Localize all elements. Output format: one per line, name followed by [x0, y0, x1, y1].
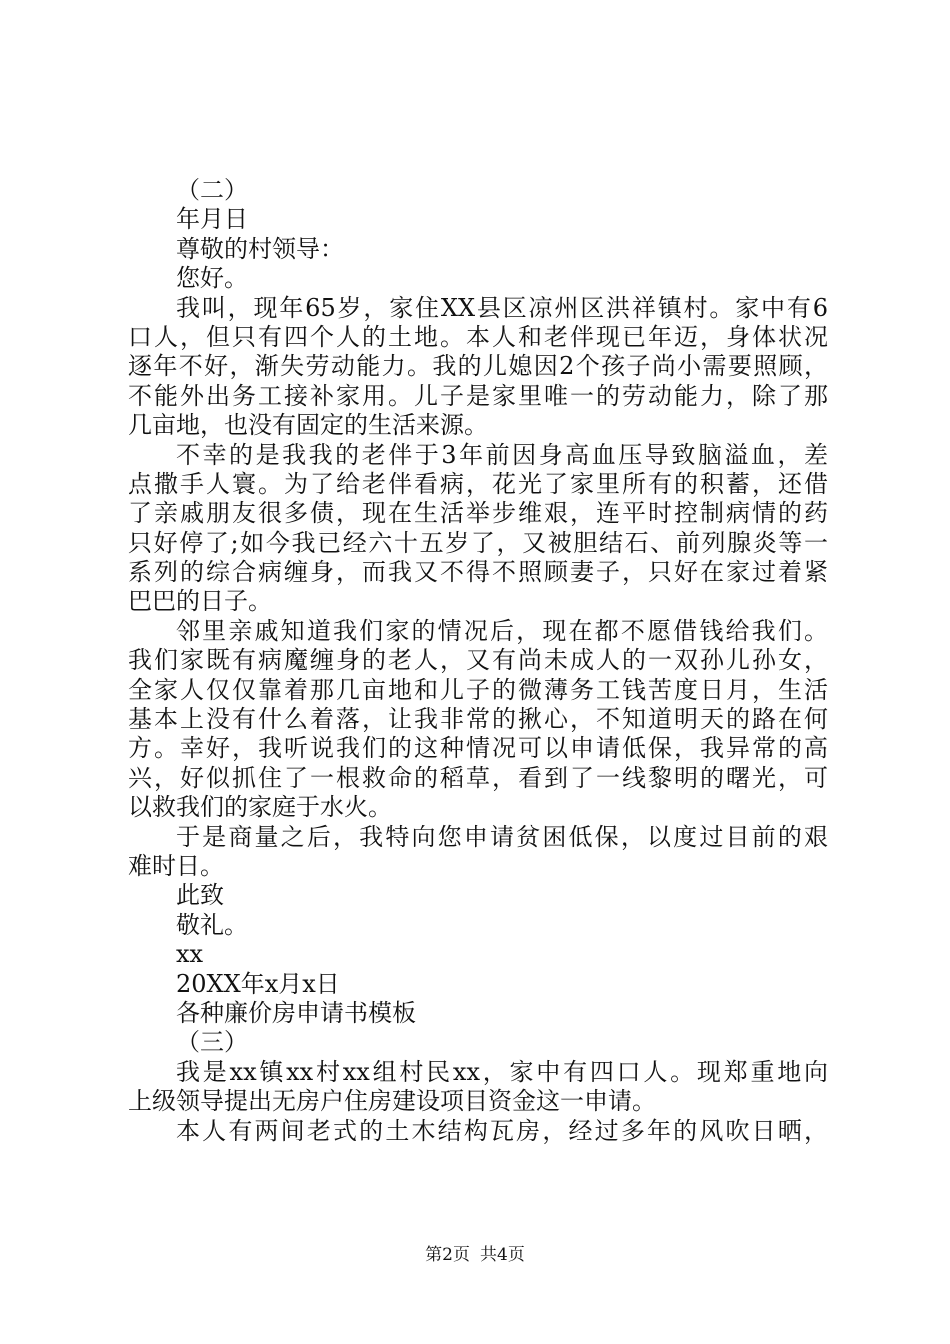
text-line: 20XX年x月x日 — [176, 969, 340, 998]
text-line: 以救我们的家庭于水火。 — [128, 793, 392, 822]
text-line: 不能外出务工接补家用。儿子是家里唯一的劳动能力，除了那 — [128, 381, 828, 410]
text-line: 不幸的是我我的老伴于3年前因身高血压导致脑溢血，差 — [176, 440, 828, 469]
text-line: 我们家既有病魔缠身的老人，又有尚未成人的一双孙儿孙女， — [128, 646, 828, 675]
text-line: 各种廉价房申请书模板 — [176, 998, 416, 1027]
text-line: 基本上没有什么着落，让我非常的揪心，不知道明天的路在何 — [128, 705, 828, 734]
text-line: 系列的综合病缠身，而我又不得不照顾妻子，只好在家过着紧 — [128, 558, 828, 587]
text-line: 此致 — [176, 881, 224, 910]
text-line: （三） — [176, 1028, 248, 1057]
text-line: 敬礼。 — [176, 910, 248, 939]
text-line: 只好停了;如今我已经六十五岁了，又被胆结石、前列腺炎等一 — [128, 528, 828, 557]
page-total: 共4页 — [480, 1245, 525, 1265]
page-number: 第2页 — [425, 1245, 470, 1265]
text-line: 本人有两间老式的土木结构瓦房，经过多年的风吹日晒， — [176, 1116, 828, 1145]
text-line: 于是商量之后，我特向您申请贫困低保，以度过目前的艰 — [176, 822, 828, 851]
text-line: 年月日 — [176, 205, 248, 234]
text-line: 巴巴的日子。 — [128, 587, 272, 616]
text-line: 上级领导提出无房户住房建设项目资金这一申请。 — [128, 1087, 656, 1116]
text-line: 口人，但只有四个人的土地。本人和老伴现已年迈，身体状况 — [128, 322, 828, 351]
text-line: 几亩地，也没有固定的生活来源。 — [128, 411, 488, 440]
text-line: 兴，好似抓住了一根救命的稻草，看到了一线黎明的曙光，可 — [128, 763, 828, 792]
text-line: 您好。 — [176, 264, 248, 293]
text-line: 方。幸好，我听说我们的这种情况可以申请低保，我异常的高 — [128, 734, 828, 763]
text-line: 邻里亲戚知道我们家的情况后，现在都不愿借钱给我们。 — [176, 616, 828, 645]
document-body — [128, 176, 828, 1146]
text-line: 难时日。 — [128, 851, 224, 880]
text-line: 我叫，现年65岁，家住XX县区凉州区洪祥镇村。家中有6 — [176, 293, 828, 322]
text-line: 我是xx镇xx村xx组村民xx，家中有四口人。现郑重地向 — [176, 1057, 828, 1086]
text-line: 点撒手人寰。为了给老伴看病，花光了家里所有的积蓄，还借 — [128, 469, 828, 498]
text-line: 全家人仅仅靠着那几亩地和儿子的微薄务工钱苦度日月，生活 — [128, 675, 828, 704]
page-footer — [0, 1244, 950, 1266]
text-line: xx — [176, 940, 204, 969]
text-line: 尊敬的村领导： — [176, 234, 344, 263]
text-line: 了亲戚朋友很多债，现在生活举步维艰，连平时控制病情的药 — [128, 499, 828, 528]
text-line: （二） — [176, 176, 248, 204]
text-line: 逐年不好，渐失劳动能力。我的儿媳因2个孩子尚小需要照顾， — [128, 352, 828, 381]
